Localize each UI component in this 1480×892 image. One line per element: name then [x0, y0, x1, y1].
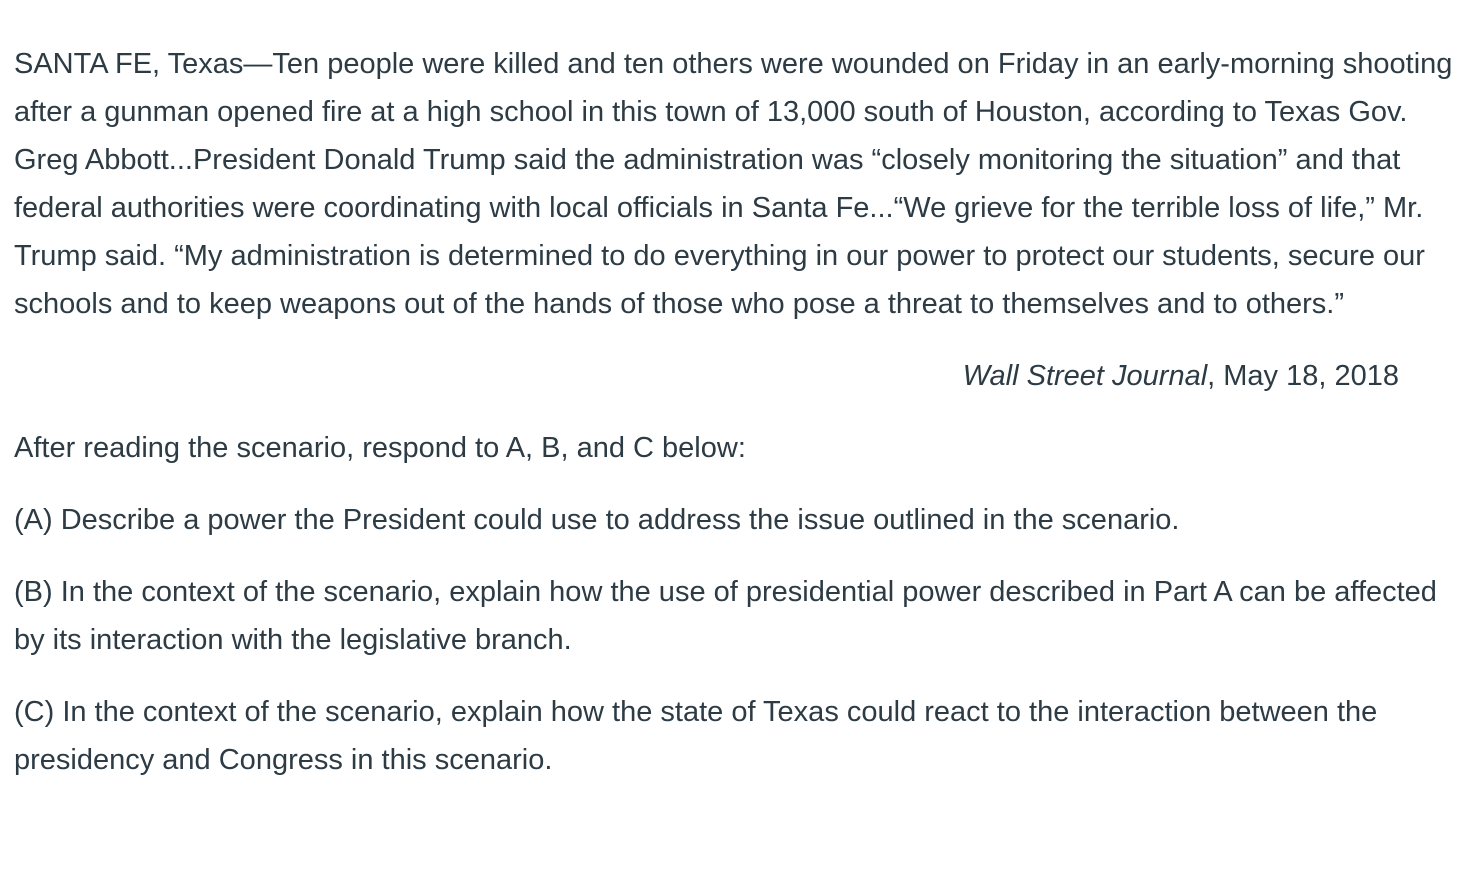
question-part-b: (B) In the context of the scenario, explain how the use of presidential power described in Part A can be affected by its interaction with the legislative branch. — [14, 576, 1437, 656]
question-part-c: (C) In the context of the scenario, explain how the state of Texas could react to the interaction between the presidency and Congress in this scenario. — [14, 696, 1378, 776]
instructions-prompt: After reading the scenario, respond to A, B, and C below: — [14, 432, 746, 464]
citation — [14, 352, 1466, 400]
citation-source: Wall Street Journal — [962, 360, 1208, 392]
scenario-passage: SANTA FE, Texas—Ten people were killed and ten others were wounded on Friday in an early-morning shooting after a gunman opened fire at a high school in this town of 13,000 south of Houston, according to Texas Gov. Greg Abbott...President Donald Trump said the administration was “closely monitoring the situation” and that federal authorities were coordinating with local officials in Santa Fe...“We grieve for the terrible loss of life,” Mr. Trump said. “My administration is determined to do everything in our power to protect our students, secure our schools and to keep weapons out of the hands of those who pose a threat to themselves and to others.” — [14, 48, 1453, 320]
question-part-a: (A) Describe a power the President could use to address the issue outlined in the scenario. — [14, 504, 1180, 536]
citation-date: , May 18, 2018 — [1207, 360, 1399, 392]
